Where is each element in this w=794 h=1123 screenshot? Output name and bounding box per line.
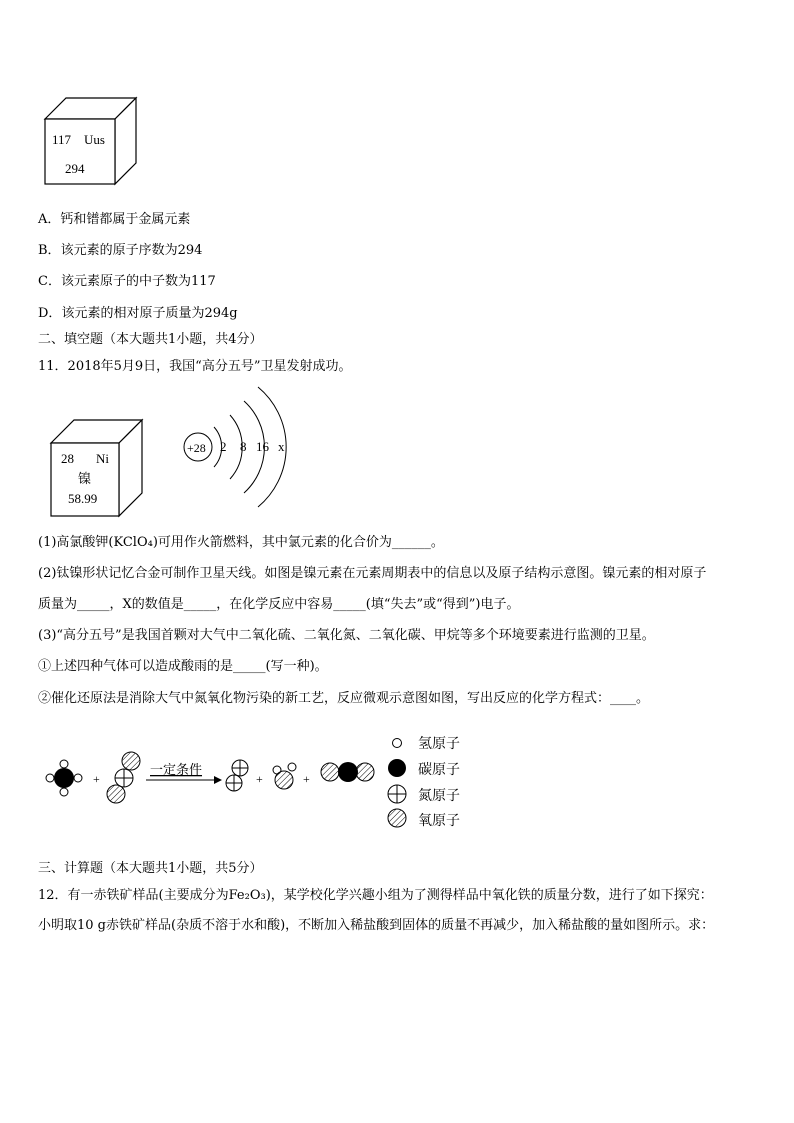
q11-part3-b: ②催化还原法是消除大气中氮氧化物污染的新工艺，反应微观示意图如图，写出反应的化学方程式：____。	[38, 691, 650, 706]
carbon-atom-icon	[388, 759, 406, 777]
svg-text:氢原子: 氢原子	[418, 737, 460, 752]
option-d: D．该元素的相对原子质量为294g	[38, 306, 238, 321]
nitrogen-molecule	[226, 760, 248, 791]
reaction-legend	[388, 736, 460, 829]
element-symbol: Uus	[84, 132, 105, 147]
svg-text:+: +	[93, 772, 100, 786]
svg-text:氧原子: 氧原子	[418, 814, 460, 829]
svg-text:8: 8	[240, 439, 247, 454]
option-c: C．该元素原子的中子数为117	[38, 274, 216, 289]
section-heading-2: 二、填空题（本大题共1小题，共4分）	[38, 332, 263, 347]
section-heading-3: 三、计算题（本大题共1小题，共5分）	[38, 861, 263, 876]
svg-text:28: 28	[61, 451, 74, 466]
question-12-line2: 小明取10 g赤铁矿样品(杂质不溶于水和酸)，不断加入稀盐酸到固体的质量不再减少，加入稀盐酸的量如图所示。求：	[38, 918, 715, 933]
question-11: 11．2018年5月9日，我国“高分五号”卫星发射成功。	[38, 359, 352, 374]
svg-text:镍: 镍	[78, 471, 92, 486]
svg-text:2: 2	[220, 439, 227, 454]
water-molecules	[273, 763, 296, 789]
svg-text:x: x	[278, 439, 285, 454]
svg-text:Ni: Ni	[96, 451, 109, 466]
reaction-diagram	[30, 728, 480, 838]
q11-part2-line2: 质量为_____，X的数值是_____，在化学反应中容易_____(填“失去”或“得到”)电子。	[38, 597, 520, 612]
element-box-uus	[40, 93, 140, 188]
svg-text:一定条件: 一定条件	[150, 762, 203, 777]
q11-part3: (3)“高分五号”是我国首颗对大气中二氧化硫、二氧化氮、二氧化碳、甲烷等多个环境要素进行监测的卫星。	[38, 628, 655, 643]
oxygen-atom-icon	[388, 809, 406, 827]
question-12-line1: 12．有一赤铁矿样品(主要成分为Fe₂O₃)，某学校化学兴趣小组为了测得样品中氧化铁的质量分数，进行了如下探究：	[38, 888, 713, 903]
element-number: 117	[52, 132, 72, 147]
element-mass: 294	[65, 161, 85, 176]
nitrogen-dioxide-molecules	[107, 752, 140, 803]
svg-text:氮原子: 氮原子	[418, 789, 460, 804]
atom-structure-diagram	[180, 375, 310, 515]
svg-text:58.99: 58.99	[68, 491, 98, 506]
option-a: A．钙和镨都属于金属元素	[38, 212, 191, 227]
svg-text:+: +	[303, 772, 310, 786]
q11-part1: (1)高氯酸钾(KClO₄)可用作火箭燃料，其中氯元素的化合价为______。	[38, 535, 444, 550]
svg-text:+28: +28	[187, 441, 206, 455]
q11-part3-a: ①上述四种气体可以造成酸雨的是_____(写一种)。	[38, 659, 328, 674]
q11-part2-line1: (2)钛镍形状记忆合金可制作卫星天线。如图是镍元素在元素周期表中的信息以及原子结构示意图。镍元素的相对原子	[38, 566, 707, 581]
hydrogen-atom-icon	[393, 739, 402, 748]
svg-text:碳原子: 碳原子	[418, 763, 460, 778]
carbon-dioxide-molecule	[321, 762, 374, 782]
svg-text:+: +	[256, 772, 263, 786]
methane-molecule	[46, 760, 82, 796]
svg-text:16: 16	[256, 439, 269, 454]
element-box-ni	[46, 415, 146, 520]
option-b: B．该元素的原子序数为294	[38, 243, 203, 258]
